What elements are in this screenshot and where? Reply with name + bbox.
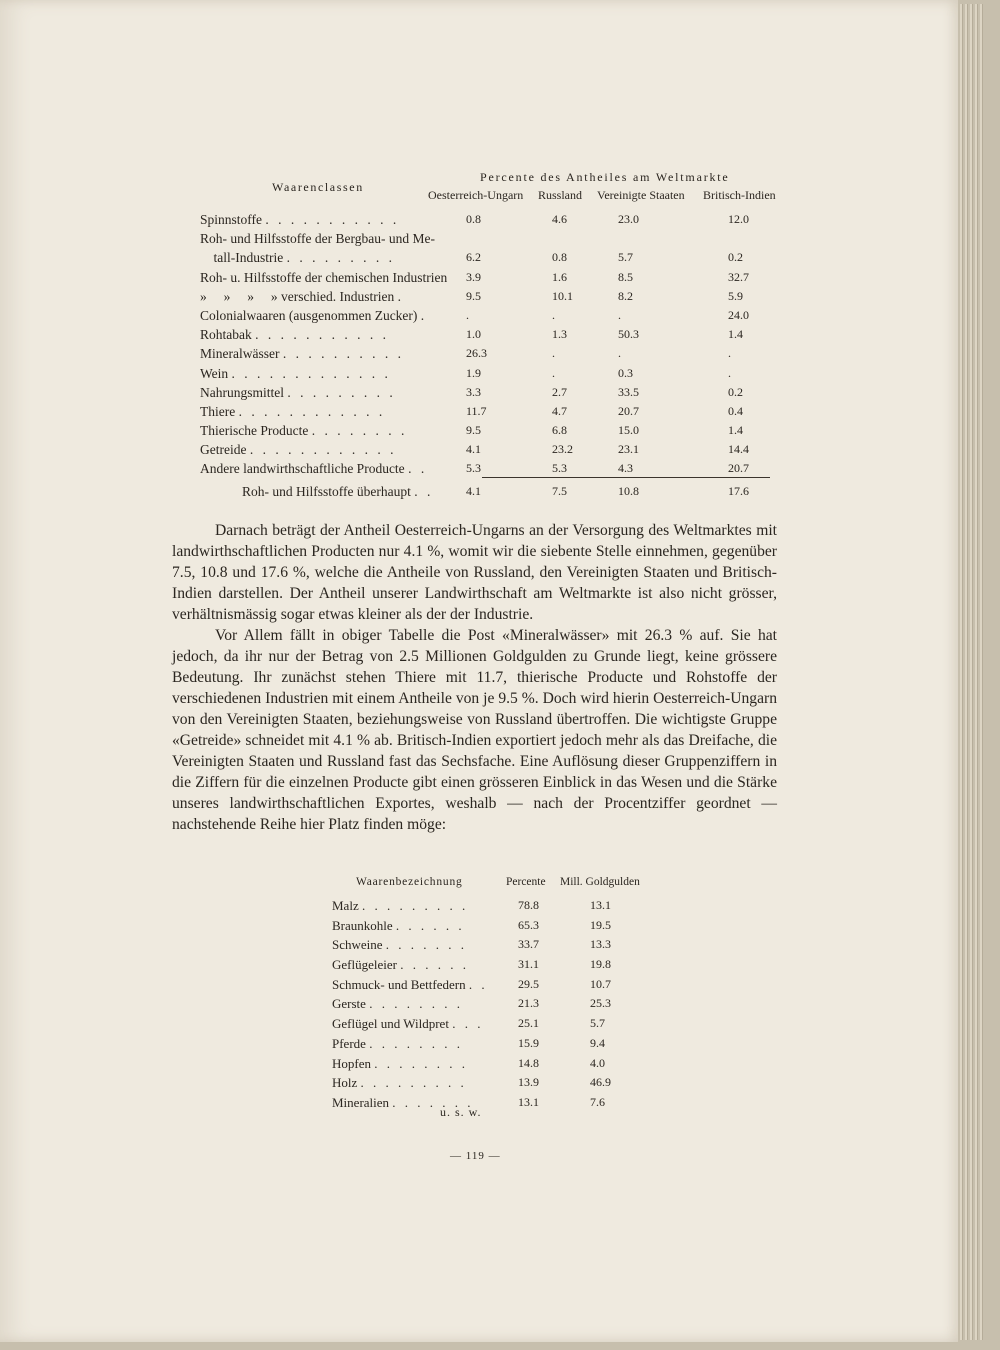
row-label: Thierische Producte . . . . . . . .: [200, 423, 408, 439]
table-row: [200, 210, 790, 229]
row-value: 26.3: [466, 346, 487, 361]
percent-value: 65.3: [518, 917, 539, 932]
page-edge: [960, 4, 963, 1340]
row-value: .: [728, 365, 731, 380]
total-label: Roh- und Hilfsstoffe überhaupt . .: [242, 484, 434, 499]
row-value: 32.7: [728, 269, 749, 284]
list-item: [332, 1054, 652, 1074]
class-column-header: Waarenclassen: [272, 180, 364, 194]
row-value: 10.1: [552, 288, 573, 303]
gulden-value: 25.3: [590, 996, 611, 1011]
row-value: 1.9: [466, 365, 481, 380]
row-label: Spinnstoffe . . . . . . . . . . .: [200, 212, 400, 227]
row-value: 5.7: [618, 250, 633, 265]
row-value: .: [552, 365, 555, 380]
total-value-austria: 4.1: [466, 484, 481, 498]
product-name: Geflügel und Wildpret . . .: [332, 1016, 484, 1032]
row-value: 50.3: [618, 327, 639, 342]
table-row: [200, 421, 790, 440]
row-value: 1.6: [552, 269, 567, 284]
product-column-header: Waarenbezeichnung: [356, 876, 463, 888]
row-value: 4.3: [618, 461, 633, 476]
row-value: 9.5: [466, 423, 481, 438]
product-name: Holz . . . . . . . . .: [332, 1075, 467, 1091]
row-value: 0.8: [466, 212, 481, 226]
gulden-value: 46.9: [590, 1075, 611, 1090]
share-table-title: Percente des Antheiles am Weltmarkte: [480, 170, 730, 184]
row-value: 5.9: [728, 288, 743, 303]
row-value: 20.7: [618, 403, 639, 418]
product-name: Mineralien . . . . . . .: [332, 1094, 474, 1110]
percent-value: 13.9: [518, 1075, 539, 1090]
list-item: [332, 1093, 652, 1113]
row-label: Thiere . . . . . . . . . . . .: [200, 403, 386, 419]
table-row: [200, 325, 790, 344]
product-table-body: [332, 896, 652, 1113]
list-item: [332, 975, 652, 995]
row-label: » » » » verschied. Industrien .: [200, 288, 404, 304]
percent-value: 25.1: [518, 1016, 539, 1031]
gulden-value: 9.4: [590, 1035, 605, 1050]
row-value: 2.7: [552, 384, 567, 399]
row-value: 11.7: [466, 403, 487, 418]
percent-value: 29.5: [518, 976, 539, 991]
percent-value: 78.8: [518, 898, 539, 912]
row-value: 1.4: [728, 423, 743, 438]
row-value: 1.3: [552, 327, 567, 342]
list-item: [332, 994, 652, 1014]
gulden-column-header: Mill. Goldgulden: [560, 876, 640, 888]
total-value-usa: 10.8: [618, 484, 639, 498]
row-value: 3.3: [466, 384, 481, 399]
row-value: 1.4: [728, 327, 743, 342]
product-name: Hopfen . . . . . . . .: [332, 1055, 468, 1071]
row-value: .: [728, 346, 731, 361]
row-value: .: [618, 307, 621, 322]
row-label: Roh- u. Hilfsstoffe der chemischen Industrien: [200, 269, 448, 285]
page-edge: [970, 4, 973, 1340]
row-label: Wein . . . . . . . . . . . . .: [200, 365, 391, 381]
product-name: Schmuck- und Bettfedern . .: [332, 976, 488, 992]
row-value: 6.2: [466, 250, 481, 265]
share-table-body: [200, 210, 790, 479]
percent-column-header: Percente: [506, 876, 546, 888]
page-edge: [980, 4, 983, 1340]
row-value: 0.4: [728, 403, 743, 418]
table-row: [200, 344, 790, 363]
row-value: 8.2: [618, 288, 633, 303]
column-header-india: Britisch-Indien: [703, 188, 776, 202]
row-value: 4.1: [466, 442, 481, 457]
row-value: 15.0: [618, 423, 639, 438]
row-value: 6.8: [552, 423, 567, 438]
row-value: 23.1: [618, 442, 639, 457]
row-label: Andere landwirthschaftliche Producte . .: [200, 461, 428, 477]
body-text: [172, 520, 777, 835]
gulden-value: 5.7: [590, 1016, 605, 1031]
table-row: [200, 364, 790, 383]
row-value: 5.3: [466, 461, 481, 476]
percent-value: 14.8: [518, 1055, 539, 1070]
row-label: Getreide . . . . . . . . . . . .: [200, 442, 397, 458]
row-label: Mineralwässer . . . . . . . . . .: [200, 346, 404, 362]
list-item: [332, 955, 652, 975]
row-value: 0.8: [552, 250, 567, 265]
row-value: 4.7: [552, 403, 567, 418]
page-edge: [975, 4, 978, 1340]
column-header-russia: Russland: [538, 188, 583, 202]
table-row: [200, 229, 790, 248]
table-row: [200, 402, 790, 421]
product-name: Malz . . . . . . . . .: [332, 898, 469, 913]
paragraph-2: Vor Allem fällt in obiger Tabelle die Post «Mineralwässer» mit 26.3 % auf. Sie hat jedoch, da ihr nur der Betrag von 2.5 Millionen Goldgulden zu Grunde liegt, keine grössere Bedeutung. Ihr zunächst stehen Thiere mit 11.7, thierische Producte und Rohstoffe der verschiedenen Industrien mit einem Antheile von je 9.5 %. Doch wird hierin Oesterreich-Ungarn von den Vereinigten Staaten, beziehungsweise von Russland übertroffen. Die wichtigste Gruppe «Getreide» schneidet mit 4.1 % ab. Britisch-Indien exportiert jedoch mehr als das Dreifache, die Vereinigten Staaten und Russland fast das Sechsfache. Eine Auflösung dieser Gruppenziffern in die Ziffern für die einzelnen Producte gibt einen grösseren Einblick in das Wesen und die Stärke unseres landwirthschaftlichen Exportes, weshalb — nach der Procentziffer geordnet — nachstehende Reihe hier Platz finden möge:: [172, 627, 777, 833]
list-item: [332, 935, 652, 955]
row-label: tall-Industrie . . . . . . . . .: [200, 250, 395, 266]
row-value: 0.2: [728, 384, 743, 399]
row-value: 23.2: [552, 442, 573, 457]
table-row: [200, 306, 790, 325]
row-value: 20.7: [728, 461, 749, 476]
gulden-value: 13.1: [590, 898, 611, 912]
row-value: 14.4: [728, 442, 749, 457]
row-value: 5.3: [552, 461, 567, 476]
row-value: 1.0: [466, 327, 481, 342]
product-name: Schweine . . . . . . .: [332, 937, 468, 953]
table-row: [200, 248, 790, 267]
gulden-value: 19.5: [590, 917, 611, 932]
gulden-value: 13.3: [590, 937, 611, 952]
percent-value: 31.1: [518, 957, 539, 972]
table-total-row: [200, 482, 790, 501]
row-label: Roh- und Hilfsstoffe der Bergbau- und Me-: [200, 231, 435, 247]
sum-rule: [482, 477, 770, 478]
row-value: .: [552, 346, 555, 361]
page-number: — 119 —: [450, 1150, 501, 1162]
gulden-value: 7.6: [590, 1094, 605, 1109]
row-value: 8.5: [618, 269, 633, 284]
row-value: 33.5: [618, 384, 639, 399]
table-row: [200, 383, 790, 402]
row-value: .: [618, 346, 621, 361]
table-row: [200, 459, 790, 478]
list-item: [332, 916, 652, 936]
row-value: 4.6: [552, 212, 567, 226]
total-value-russia: 7.5: [552, 484, 567, 498]
row-value: 0.2: [728, 250, 743, 265]
gulden-value: 4.0: [590, 1055, 605, 1070]
gulden-value: 10.7: [590, 976, 611, 991]
page-edge: [965, 4, 968, 1340]
total-value-india: 17.6: [728, 484, 749, 498]
list-item: [332, 1034, 652, 1054]
row-value: 24.0: [728, 307, 749, 322]
row-label: Colonialwaaren (ausgenommen Zucker) .: [200, 307, 428, 323]
percent-value: 33.7: [518, 937, 539, 952]
row-value: 12.0: [728, 212, 749, 226]
row-value: 23.0: [618, 212, 639, 226]
gulden-value: 19.8: [590, 957, 611, 972]
list-item: [332, 896, 652, 916]
row-value: 0.3: [618, 365, 633, 380]
row-value: .: [466, 307, 469, 322]
percent-value: 13.1: [518, 1094, 539, 1109]
percent-value: 15.9: [518, 1035, 539, 1050]
row-value: 9.5: [466, 288, 481, 303]
row-label: Nahrungsmittel . . . . . . . . .: [200, 384, 396, 400]
row-value: 3.9: [466, 269, 481, 284]
column-header-usa: Vereinigte Staaten: [597, 188, 685, 202]
table-continuation: u. s. w.: [440, 1105, 482, 1119]
row-label: Rohtabak . . . . . . . . . . .: [200, 327, 389, 343]
paragraph-1: Darnach beträgt der Antheil Oesterreich-Ungarns an der Versorgung des Weltmarktes mit landwirthschaftlichen Producten nur 4.1 %, womit wir die siebente Stelle einnehmen, gegenüber 7.5, 10.8 und 17.6 %, welche die Antheile von Russland, den Vereinigten Staaten und Britisch-Indien darstellen. Der Antheil unserer Landwirthschaft am Weltmarkte ist also nicht grösser, verhältnismässig sogar etwas kleiner als der der Industrie.: [172, 522, 777, 623]
list-item: [332, 1073, 652, 1093]
product-name: Geflügeleier . . . . . .: [332, 957, 469, 973]
product-name: Gerste . . . . . . . .: [332, 996, 463, 1012]
table-row: [200, 440, 790, 459]
list-item: [332, 1014, 652, 1034]
product-name: Pferde . . . . . . . .: [332, 1035, 463, 1051]
row-value: .: [552, 307, 555, 322]
table-row: [200, 268, 790, 287]
column-header-austria: Oesterreich-Ungarn: [428, 188, 524, 202]
product-name: Braunkohle . . . . . .: [332, 917, 465, 933]
percent-value: 21.3: [518, 996, 539, 1011]
table-row: [200, 287, 790, 306]
